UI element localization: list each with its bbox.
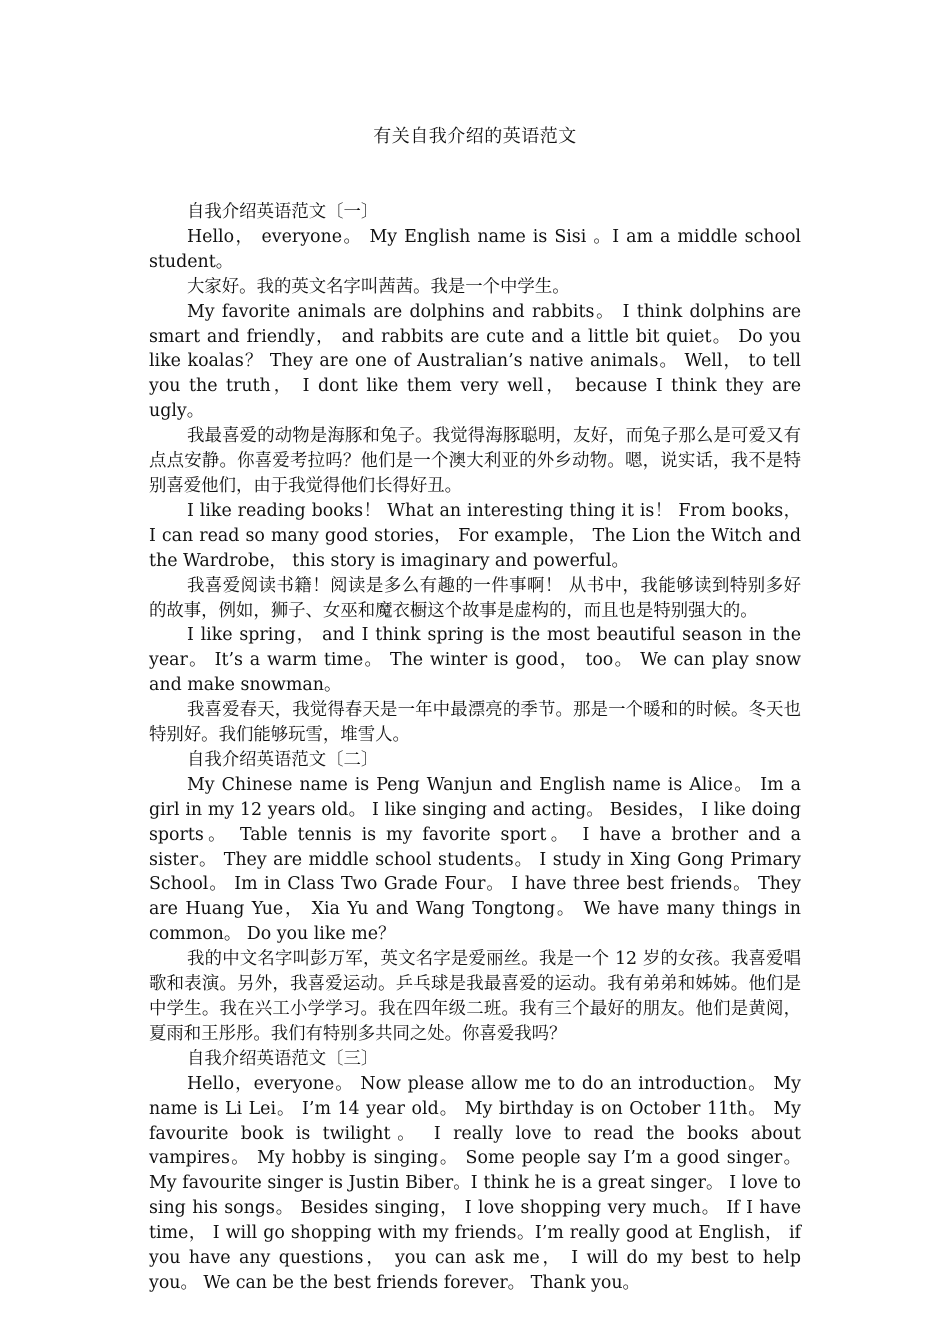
paragraph-zh: 我喜爱春天，我觉得春天是一年中最漂亮的季节。那是一个暖和的时候。冬天也特别好。我们能够玩雪，堆雪人。 bbox=[149, 700, 801, 746]
paragraph-zh: 我最喜爱的动物是海豚和兔子。我觉得海豚聪明，友好，而兔子那么是可爱又有点点安静。你喜爱考拉吗？他们是一个澳大利亚的外乡动物。嗯，说实话，我不是特别喜爱他们，由于我觉得他们长得好丑。 bbox=[149, 426, 801, 496]
paragraph-en: My Chinese name is Peng Wanjun and English name is Alice。 Im a girl in my 12 years old。 I like singing and acting。 Besides， I like doing sports。 Table tennis is my favorite sport。 I have a brother and a sister。 They are middle school students。 I study in Xing Gong Primary School。 Im in Class Two Grade Four。 I have three best friends。 They are Huang Yue， Xia Yu and Wang Tongtong。 We have many things in common。 Do you like me？ bbox=[149, 774, 801, 945]
paragraph-en: My favorite animals are dolphins and rabbits。 I think dolphins are smart and friendly， and rabbits are cute and a little bit quiet。 Do you like koalas？ They are one of Australian’s native animals。 Well， to tell you the truth， I dont like them very well， because I think they are ugly。 bbox=[149, 301, 801, 422]
paragraph-en: I like reading books！ What an interesting thing it is！ From books， I can read so many good stories， For example， The Lion the Witch and the Wardrobe， this story is imaginary and powerful。 bbox=[149, 500, 801, 571]
document-title: 有关自我介绍的英语范文 bbox=[373, 126, 577, 147]
document-body bbox=[149, 200, 801, 1296]
paragraph-en: Hello， everyone。 My English name is Sisi 。I am a middle school student。 bbox=[149, 226, 801, 272]
paragraph-zh: 我喜爱阅读书籍！阅读是多么有趣的一件事啊！ 从书中，我能够读到特别多好的故事，例如，狮子、女巫和魔衣橱这个故事是虚构的，而且也是特别强大的。 bbox=[149, 575, 801, 621]
paragraph-en: Hello，everyone。 Now please allow me to do an introduction。 My name is Li Lei。 I’m 14 year old。 My birthday is on October 11th。 My favourite book is twilight。 I really love to read the books about vampires。 My hobby is singing。 Some people say I’m a good singer。My favourite singer is Justin Biber。I think he is a great singer。 I love to sing his songs。 Besides singing， I love shopping very much。 If I have time， I will go shopping with my friends。I’m really good at English， if you have any questions， you can ask me， I will do my best to help you。 We can be the best friends forever。 Thank you。 bbox=[149, 1073, 801, 1293]
section-heading-1: 自我介绍英语范文〔一〕 bbox=[187, 202, 379, 222]
paragraph-zh: 我的中文名字叫彭万军，英文名字是爱丽丝。我是一个 12 岁的女孩。我喜爱唱歌和表演。另外，我喜爱运动。乒乓球是我最喜爱的运动。我有弟弟和姊姊。他们是中学生。我在兴工小学学习。我在四年级二班。我有三个最好的朋友。他们是黄阅，夏雨和王彤彤。我们有特别多共同之处。你喜爱我吗？ bbox=[149, 949, 801, 1044]
paragraph-en: I like spring， and I think spring is the most beautiful season in the year。 It’s a warm time。 The winter is good， too。 We can play snow and make snowman。 bbox=[149, 625, 801, 696]
section-heading-2: 自我介绍英语范文〔二〕 bbox=[187, 749, 379, 770]
section-heading-3: 自我介绍英语范文〔三〕 bbox=[187, 1048, 379, 1069]
paragraph-zh: 大家好。我的英文名字叫茜茜。我是一个中学生。 bbox=[187, 276, 570, 297]
